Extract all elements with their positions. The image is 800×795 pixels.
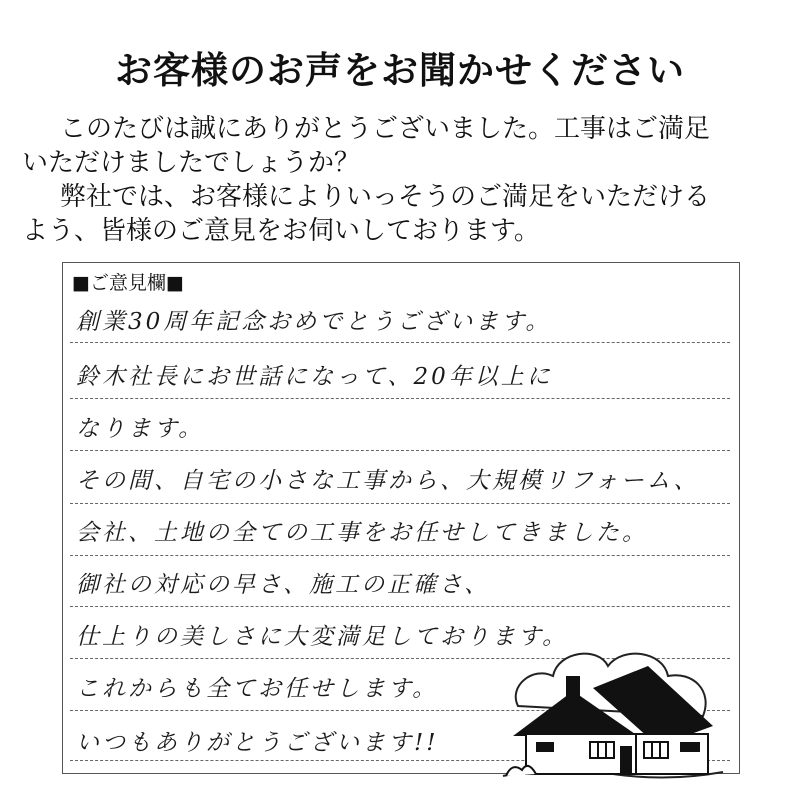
handwritten-line: 仕上りの美しさに大変満足しております。 [76,624,569,650]
handwritten-line: 創業30周年記念おめでとうございます。 [76,309,552,335]
ruled-line [70,503,730,504]
handwritten-line: 御社の対応の早さ、施工の正確さ、 [76,572,491,598]
intro-line: このたびは誠にありがとうございました。工事はご満足 [60,114,711,144]
handwritten-line: 鈴木社長にお世話になって、20年以上に [76,364,553,390]
ruled-line [70,450,730,451]
ruled-line [70,342,730,343]
intro-text [22,112,762,248]
handwritten-line: なります。 [76,416,205,442]
house-illustration [498,636,728,786]
ruled-line [70,555,730,556]
ruled-line [70,606,730,607]
intro-line: 弊社では、お客様によりいっそうのご満足をいただける [60,182,711,212]
handwritten-line: その間、自宅の小さな工事から、大規模リフォーム、 [76,468,700,494]
handwritten-line: 会社、土地の全ての工事をお任せしてきました。 [76,520,648,546]
handwritten-line: いつもありがとうございます!! [76,730,439,756]
page-title: お客様のお声をお聞かせください [115,49,685,92]
intro-line: いただけましたでしょうか？ [22,148,361,178]
comment-box-label: ■ご意見欄■ [72,272,184,294]
intro-line: よう、皆様のご意見をお伺いしております。 [22,216,540,246]
handwritten-line: これからも全てお任せします。 [76,676,439,702]
ruled-line [70,398,730,399]
